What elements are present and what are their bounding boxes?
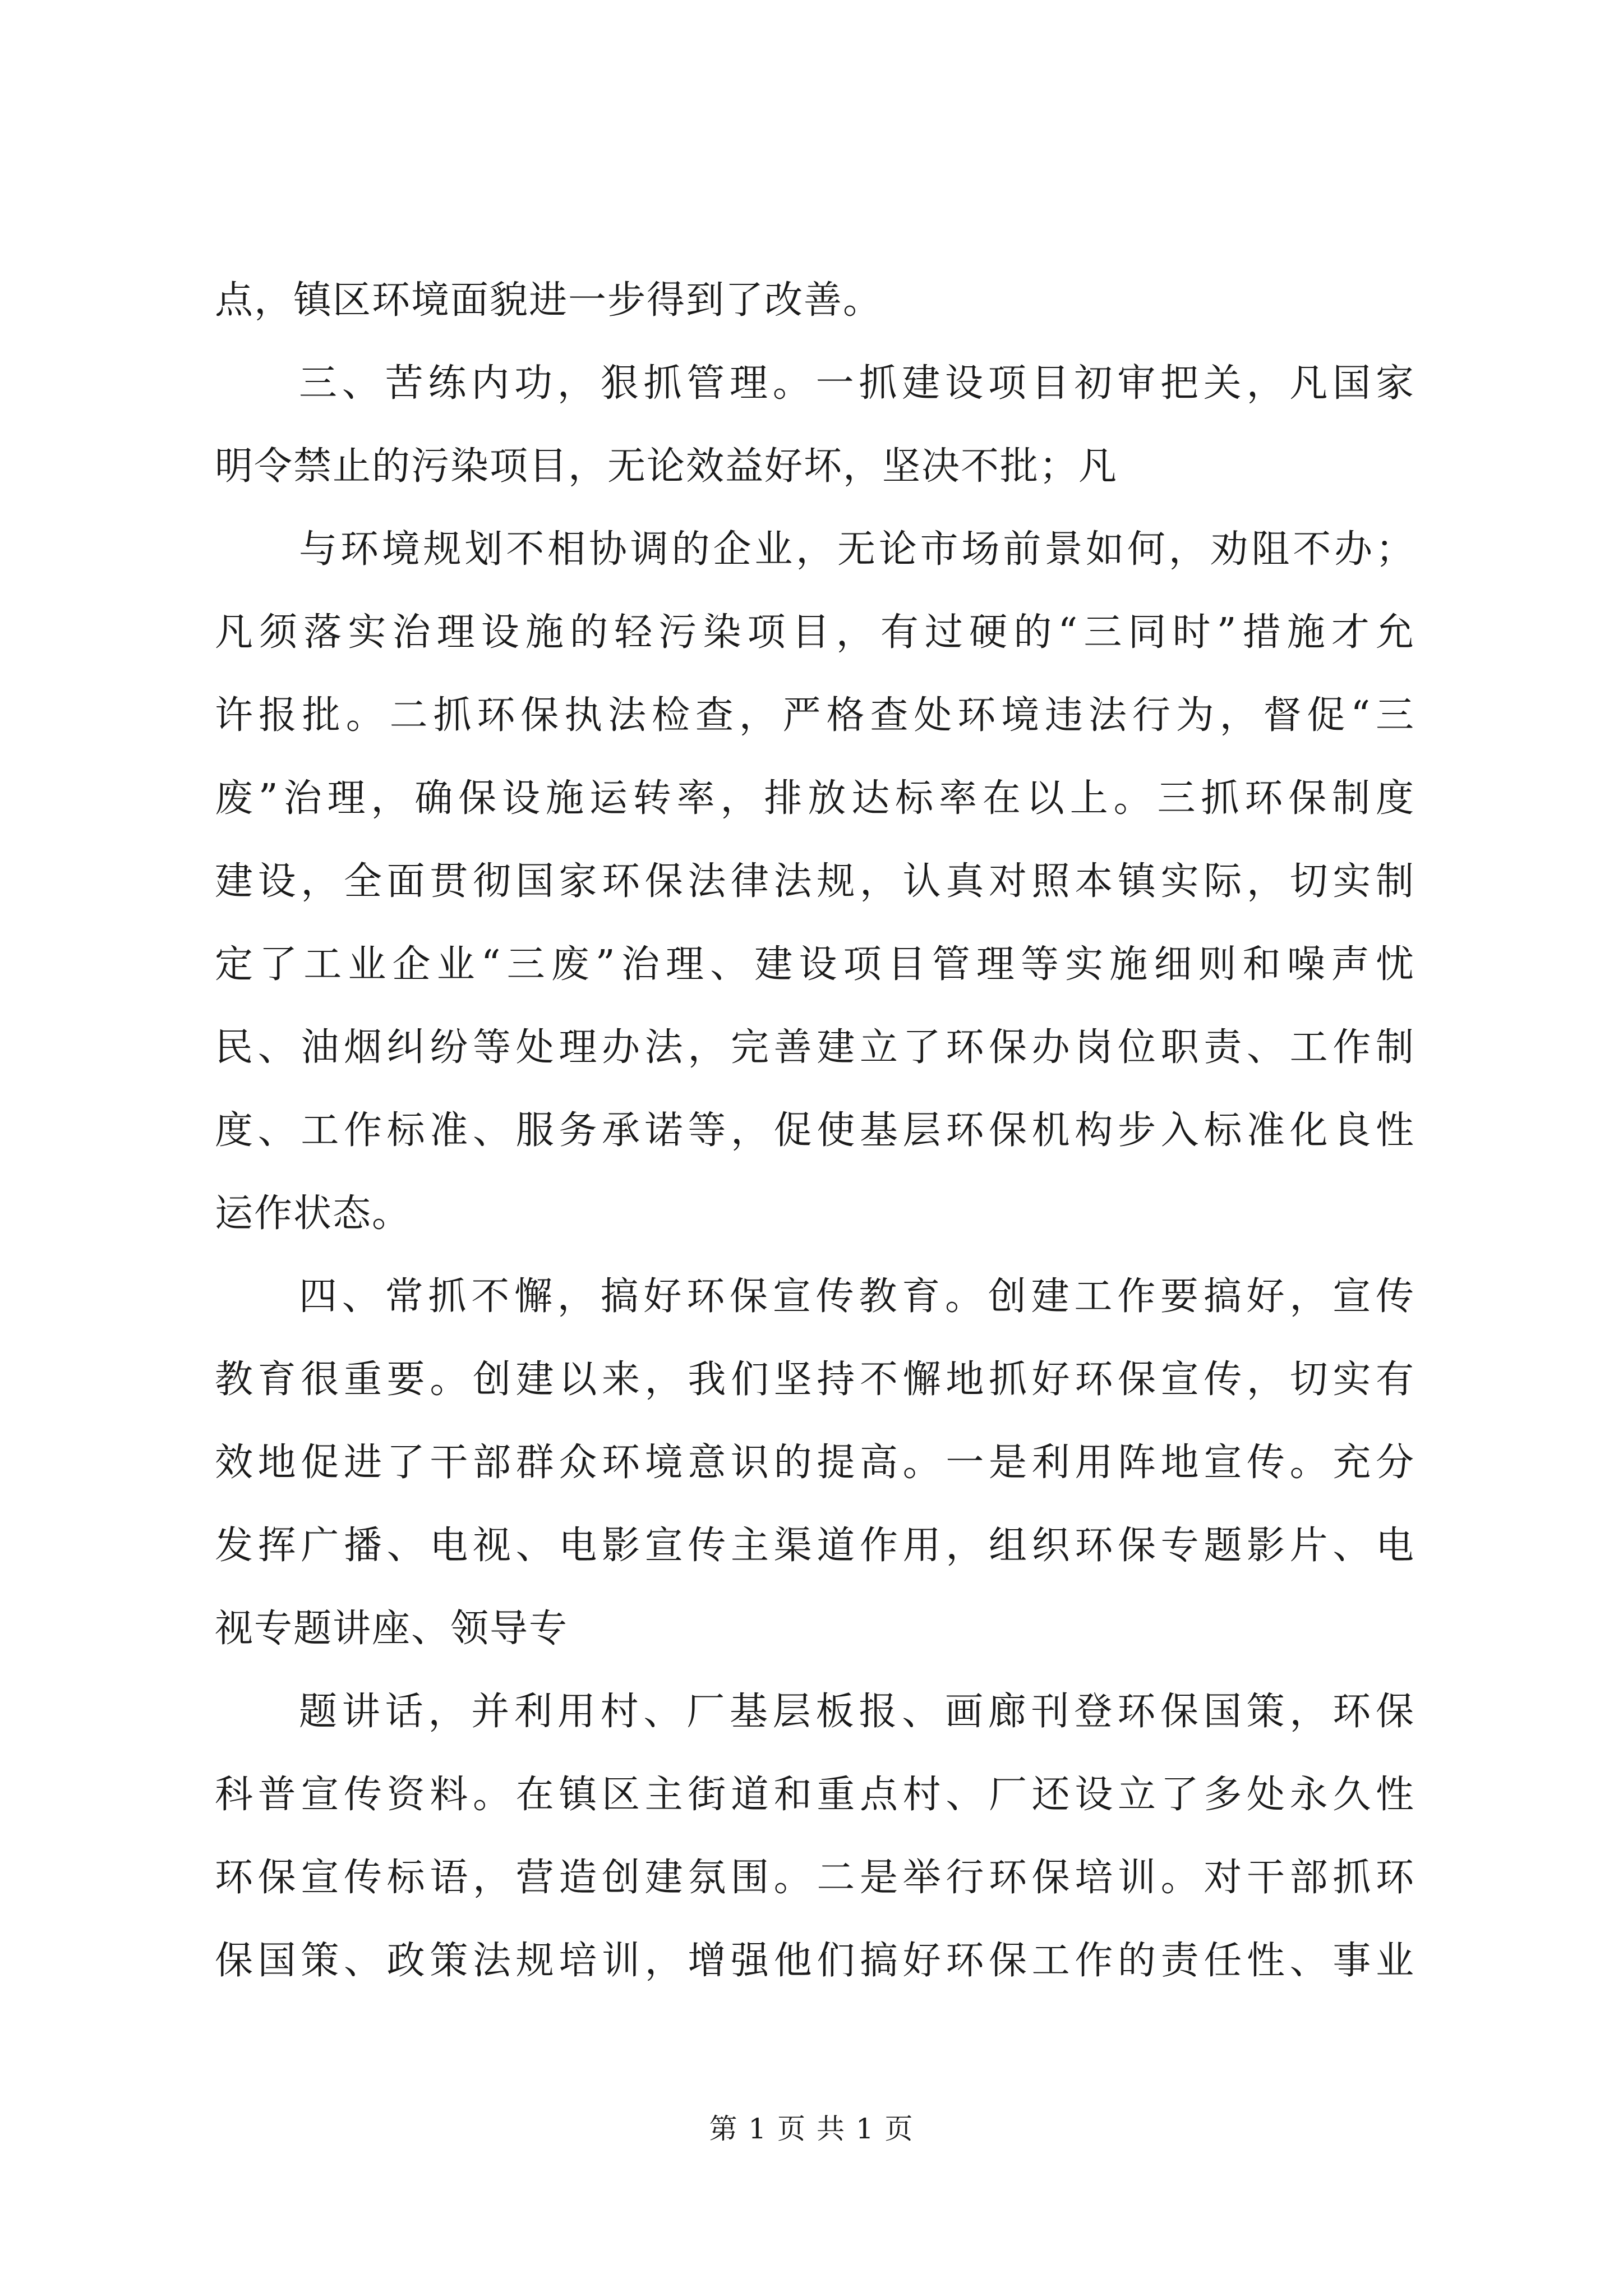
- text-line: 运作状态。: [215, 1191, 412, 1236]
- text-line: 环保宣传标语，营造创建氛围。二是举行环保培训。对干部抓环: [215, 1856, 1415, 1900]
- text-line: 许报批。二抓环保执法检查，严格查处环境违法行为，督促“三: [215, 693, 1415, 738]
- text-line: 教育很重要。创建以来，我们坚持不懈地抓好环保宣传，切实有: [215, 1358, 1415, 1402]
- text-line: 四、常抓不懈，搞好环保宣传教育。创建工作要搞好，宣传: [299, 1274, 1415, 1319]
- text-line: 三、苦练内功，狠抓管理。一抓建设项目初审把关，凡国家: [299, 361, 1415, 406]
- page-footer: 第 1 页 共 1 页: [709, 2113, 914, 2145]
- text-line: 凡须落实治理设施的轻污染项目，有过硬的“三同时”措施才允: [215, 610, 1415, 655]
- text-line: 题讲话，并利用村、厂基层板报、画廊刊登环保国策，环保: [299, 1690, 1415, 1734]
- text-line: 定了工业企业“三废”治理、建设项目管理等实施细则和噪声忧: [215, 942, 1415, 987]
- text-line: 明令禁止的污染项目，无论效益好坏，坚决不批；凡: [215, 444, 1118, 489]
- text-line: 保国策、政策法规培训，增强他们搞好环保工作的责任性、事业: [215, 1939, 1415, 1983]
- text-line: 视专题讲座、领导专: [215, 1607, 569, 1651]
- text-line: 点，镇区环境面貌进一步得到了改善。: [215, 278, 883, 323]
- text-line: 与环境规划不相协调的企业，无论市场前景如何，劝阻不办；: [299, 527, 1415, 572]
- text-line: 效地促进了干部群众环境意识的提高。一是利用阵地宣传。充分: [215, 1441, 1415, 1485]
- text-line: 度、工作标准、服务承诺等，促使基层环保机构步入标准化良性: [215, 1108, 1415, 1153]
- document-body: [215, 259, 1415, 2003]
- text-line: 发挥广播、电视、电影宣传主渠道作用，组织环保专题影片、电: [215, 1524, 1415, 1568]
- text-line: 建设，全面贯彻国家环保法律法规，认真对照本镇实际，切实制: [215, 859, 1415, 904]
- text-line: 科普宣传资料。在镇区主街道和重点村、厂还设立了多处永久性: [215, 1773, 1415, 1817]
- text-line: 民、油烟纠纷等处理办法，完善建立了环保办岗位职责、工作制: [215, 1025, 1415, 1070]
- text-line: 废”治理，确保设施运转率，排放达标率在以上。三抓环保制度: [215, 776, 1415, 821]
